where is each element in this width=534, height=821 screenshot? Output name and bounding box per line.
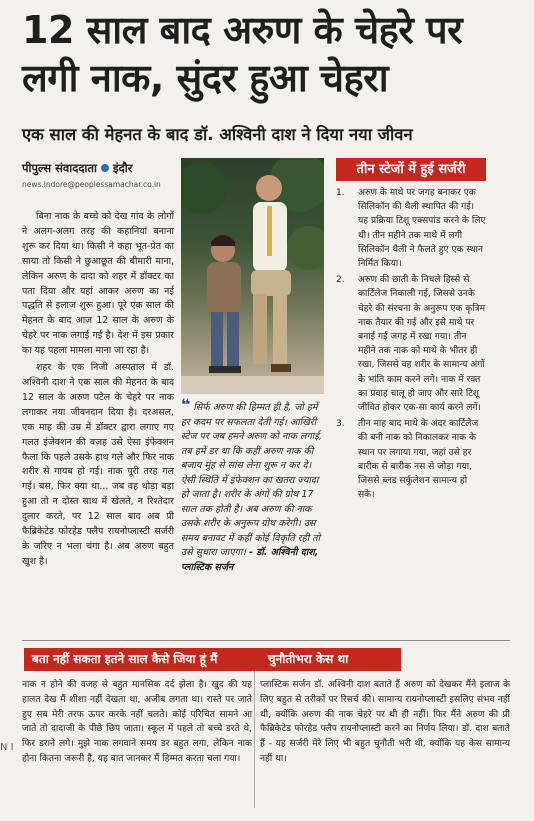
stage-item [336,273,486,415]
stage-number: 2. [336,275,345,286]
stage-number: 3. [336,419,345,430]
bullet-dot-icon [101,164,109,172]
body-paragraph-2: शहर के एक निजी अस्पताल में डॉ. अश्विनी दाश ने एक साल की मेहनत के बाद 12 साल के अरुण पटेल के चेहरे पर नाक लगाकर नया जीवनदान दिया है। दरअसल, एक माह की उम्र में डॉक्टर द्वारा लगाए गए गलत इंजेक्शन की वजह उसे ऐसा इंफेक्शन फैला कि पहले उसके हाथ गले और फिर नाक शरीर से गायब हो गई। नाक पूरी तरह गल गई। बस, फिर क्या था... जब वह थोड़ा बड़ा हुआ तो न दोस्त साथ में खेलते, न रिश्तेदार दुलार करते, पर 12 साल बाद अब प्री फैब्रिकेटेड फोरहेड फ्लैप रायनोप्लास्टी सर्जरी के जरिए न भला चंगा है। अब अरुण बहुत खुश है। [22,362,174,567]
sidebar-title-patient: बता नहीं सकता इतने साल कैसे जिया हूं मैं [24,648,260,671]
patient-statement: नाक न होने की वजह से बहुत मानसिक दर्द झेला है। खुद की यह हालत देख मैं शीशा नहीं देखता था, अजीब लगता था। रास्ते पर जाते हुए सब मेरी तरफ ऊपर करके नहीं चलते। कोई परिचित सामने आ जाते तो दादाजी के पीछे छिप जाता। स्कूल में पहले तो बच्चे डरते थे, फिर डराने लगे। मुझे नाक लगवाने समय डर बहुत लगा, लेकिन नाक होना कितना जरूरी है, यह बात जानकर मैं हिम्मत करता चला गया। [22,680,252,764]
stage-text: अरुण के माथे पर जगह बनाकर एक सिलिकॉन की थैली स्थापित की गई। यह प्रक्रिया टिशू एक्सपांड करने के लिए थी। तीन महीने तक माथे में लगी सिलिकॉन थैली ने फैलते हुए एक स्थान निर्मित किया। [358,188,486,270]
subheadline: एक साल की मेहनत के बाद डॉ. अश्विनी दाश ने दिया नया जीवन [22,125,413,144]
reporter-email: news.indore@peoplessamachar.co.in [22,180,161,189]
stage-number: 1. [336,188,345,198]
quote-text: सिर्फ अरुण की हिम्मत ही है, जो हमें हर कदम पर सफलता देती गई। आखिरी स्टेज पर जब हमने अरुण को नाक लगाई, तब हमें डर था कि कहीं अरुण नाक की बजाय मुंह से सांस लेना शुरू न कर दे। ऐसी स्थिति में इंफेक्शन का खतरा ज्यादा हो जाता है। शरीर के अंगों की ग्रोथ 17 साल तक होती है। अब अरुण की नाक उसके शरीर के अनुरूप ग्रोथ करेगी। उस समय बनावट में कहीं कोई विकृति रही तो उसे सुधारा जाएगा। [181,402,322,558]
reporter-name: पीपुल्स संवाददाता [22,161,98,175]
surgeon-statement: प्लास्टिक सर्जन डॉ. अश्विनी दाश बताते हैं अरुण को देखकर मैंने इलाज के लिए बहुत से तरीकों पर रिसर्च की। सामान्य रायनोप्लास्टी इसलिए संभव नहीं थी, क्योंकि अरुण की नाक चेहरे पर थी ही नहीं। फिर मैंने अरुण की प्री फैब्रिकेटेड फोरहेड फ्लैप रायनोप्लास्टी करने का निर्णय लिया। डॉ. दाश बताते हैं - यह सर्जरी मेरे लिए भी बहुत चुनौती भरी थी, क्योंकि यह केस सामान्य नहीं था। [260,680,510,764]
stages-box-title: तीन स्टेजों में हुई सर्जरी [336,158,486,181]
dateline-place: इंदौर [113,161,133,175]
stage-text: अरुण की छाती के निचले हिस्से से कार्टिलेज निकाली गई, जिससे उनके चेहरे की संरचना के अनुरूप एक कृत्रिम नाक तैयार की गई और इसे माथे पर बनाई गई जगह में रखा गया। तीन महीने तक नाक को माथे के भीतर ही रखा, जिससे वह शरीर के सामान्य अंगों के भांति काम करने लगे। नाक में रक्त का प्रवाह चालू हो जाए और सारे टिशू जीवित होकर एक-सा कार्य करने लगें। [358,275,486,414]
stage-item [336,186,486,271]
byline [22,161,132,176]
quote-attribution: - डॉ. अश्विनी दाश, प्लास्टिक सर्जन [181,547,319,573]
photo-illustration [181,158,324,394]
doctor-quote [181,395,326,575]
sidebar-title-challenge: चुनौतीभरा केस था [260,648,401,671]
body-paragraph-1: बिना नाक के बच्चे को देख गांव के लोगों ने अलग-अलग तरह की कहानियां बनाना शुरू कर दिया था। किसी ने कहा भूत-प्रेत का साया तो किसी ने छुआछूत की बीमारी माना, लेकिन अरुण के दादा को शहर में डॉक्टर का पता दिया और यहां आकर अरुण का नई पद्धति से इलाज शुरू हुआ। पूरे एक साल की मेहनत के बाद आज 12 साल के अरुण के चेहरे पर नाक लगाई गई है। देश में इस प्रकार का यह पहला मामला माना जा रहा है। [22,211,174,357]
column-divider [254,648,255,808]
quote-mark-icon: ❝ [181,395,191,414]
stage-text: तीन माह बाद माथे के अंदर कार्टिलेज की बनी नाक को निकालकर नाक के स्थान पर लगाया गया, जहां उसे हर बारीक से बारीक नस से जोड़ा गया, जिससे ब्लड सर्कुलेशन सामान्य हो सके। [358,419,479,501]
section-divider [22,640,510,641]
stages-box [336,186,486,504]
stage-item [336,417,486,502]
page-margin-mark: N I [0,742,14,753]
headline: 12 साल बाद अरुण के चेहरे पर लगी नाक, सुंदर हुआ चेहरा [22,8,463,100]
article-photo [181,158,324,394]
article-body [22,210,174,570]
